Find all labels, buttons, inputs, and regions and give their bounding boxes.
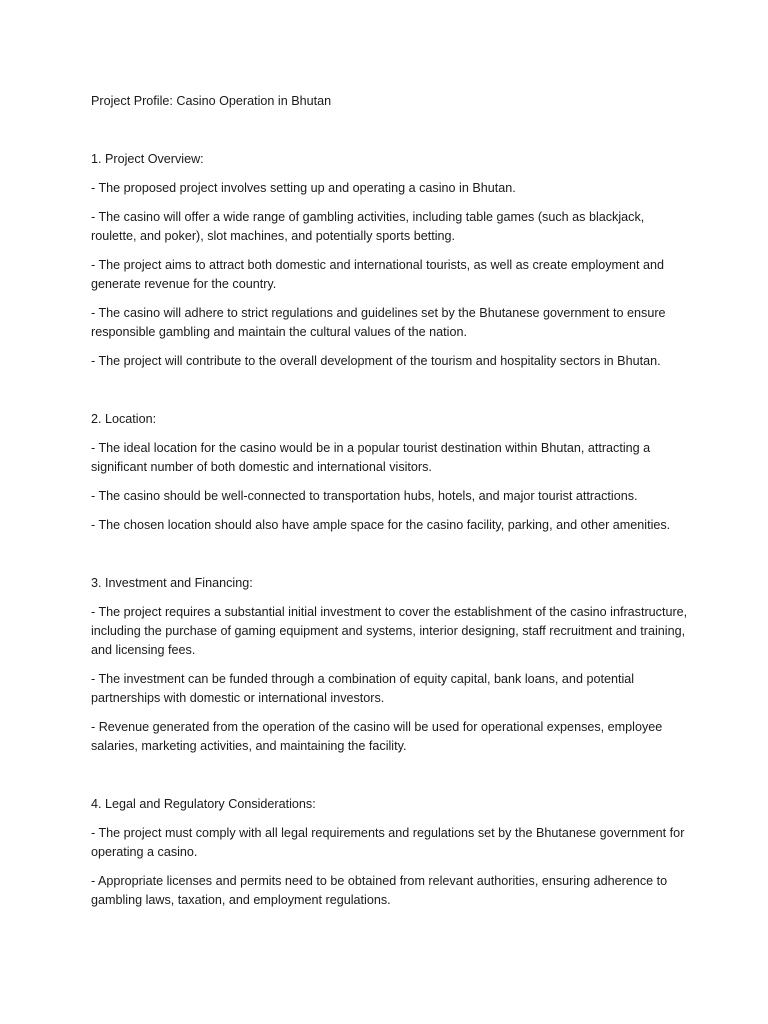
bullet-item: - Appropriate licenses and permits need to be obtained from relevant authorities, ensuring adherence to gambling laws, taxation, and employment regulations. (91, 874, 668, 907)
bullet-item: - The casino will offer a wide range of gambling activities, including table games (such as blackjack, roulette, and poker), slot machines, and potentially sports betting. (91, 210, 645, 243)
section-investment-financing (91, 574, 691, 756)
bullet-item: - The project requires a substantial initial investment to cover the establishment of the casino infrastructure, including the purchase of gaming equipment and systems, interior designing, staff recruitment and training, and licensing fees. (91, 605, 688, 657)
section-heading: 1. Project Overview: (91, 152, 204, 166)
document-title: Project Profile: Casino Operation in Bhutan (91, 94, 332, 108)
bullet-item: - The chosen location should also have ample space for the casino facility, parking, and other amenities. (91, 518, 671, 532)
section-heading: 3. Investment and Financing: (91, 576, 253, 590)
bullet-item: - The project must comply with all legal requirements and regulations set by the Bhutanese government for operating a casino. (91, 826, 685, 859)
bullet-item: - The investment can be funded through a combination of equity capital, bank loans, and potential partnerships with domestic or international investors. (91, 672, 635, 705)
bullet-item: - The ideal location for the casino would be in a popular tourist destination within Bhutan, attracting a significant number of both domestic and international visitors. (91, 441, 651, 474)
bullet-item: - The casino should be well-connected to transportation hubs, hotels, and major tourist attractions. (91, 489, 638, 503)
bullet-item: - Revenue generated from the operation of the casino will be used for operational expenses, employee salaries, marketing activities, and maintaining the facility. (91, 720, 663, 753)
section-heading: 2. Location: (91, 412, 157, 426)
bullet-item: - The proposed project involves setting up and operating a casino in Bhutan. (91, 181, 516, 195)
section-heading: 4. Legal and Regulatory Considerations: (91, 797, 316, 811)
section-project-overview (91, 150, 691, 371)
bullet-item: - The project aims to attract both domestic and international tourists, as well as create employment and generate revenue for the country. (91, 258, 665, 291)
bullet-item: - The project will contribute to the overall development of the tourism and hospitality sectors in Bhutan. (91, 354, 661, 368)
section-legal-regulatory (91, 795, 691, 910)
document-body (91, 92, 691, 910)
bullet-item: - The casino will adhere to strict regulations and guidelines set by the Bhutanese government to ensure responsible gambling and maintain the cultural values of the nation. (91, 306, 666, 339)
section-location (91, 410, 691, 535)
